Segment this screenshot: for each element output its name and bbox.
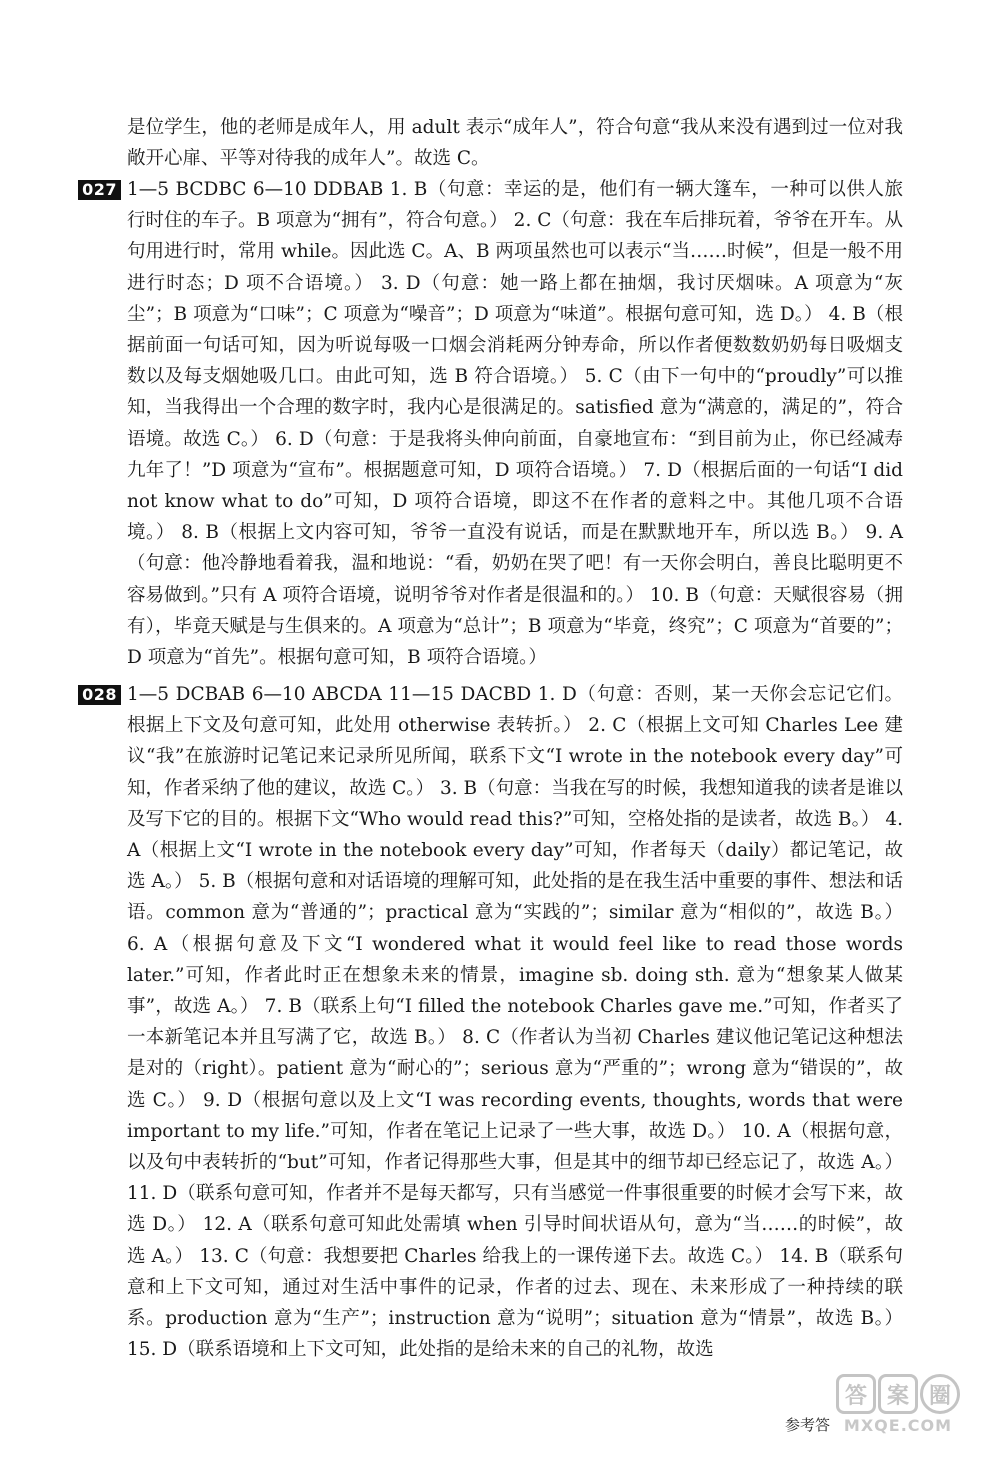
footer-label: 参考答 bbox=[784, 1416, 830, 1434]
page-footer bbox=[785, 1374, 960, 1435]
section-answer-text: 1—5 BCDBC 6—10 DDBAB 1. B（句意：幸运的是，他们有一辆大篷车，一种可以供人旅行时住的车子。B 项意为“拥有”，符合句意。） 2. C（句意：我在车后排玩着，爷爷在开车。从句用进行时，常用 while。因此选 C。A、B 两项虽然也可以表示“当……时候”，但是一般不用进行时态；D 项不合语境。） 3. D（句意：她一路上都在抽烟，我讨厌烟味。A 项意为“灰尘”；B 项意为“口味”；C 项意为“噪音”；D 项意为“味道”。根据句意可知，选 D。） 4. B（根据前面一句话可知，因为听说每吸一口烟会消耗两分钟寿命，所以作者便数数奶奶每日吸烟支数以及每支烟她吸几口。由此可知，选 B 符合语境。） 5. C（由下一句中的“proudly”可以推知，当我得出一个合理的数字时，我内心是很满足的。satisfied 意为“满意的，满足的”，符合语境。故选 C。） 6. D（句意：于是我将头伸向前面，自豪地宣布：“到目前为止，你已经减寿九年了！”D 项意为“宣布”。根据题意可知，D 项符合语境。） 7. D（根据后面的一句话“I did not know what to do”可知，D 项符合语境，即这不在作者的意料之中。其他几项不合语境。） 8. B（根据上文内容可知，爷爷一直没有说话，而是在默默地开车，所以选 B。） 9. A（句意：他冷静地看着我，温和地说：“看，奶奶在哭了吧！有一天你会明白，善良比聪明更不容易做到。”只有 A 项符合语境，说明爷爷对作者是很温和的。） 10. B（句意：天赋很容易（拥有），毕竟天赋是与生俱来的。A 项意为“总计”；B 项意为“毕竟，终究”；C 项意为“首要的”；D 项意为“首先”。根据句意可知，B 项符合语境。） bbox=[127, 179, 903, 669]
answer-section-027 bbox=[82, 174, 903, 673]
watermark-domain: MXQE.COM bbox=[843, 1416, 953, 1435]
section-tag bbox=[3, 684, 121, 706]
watermark-char: 案 bbox=[878, 1374, 918, 1414]
watermark-logo bbox=[836, 1374, 960, 1435]
intro-paragraph: 是位学生，他的老师是成年人，用 adult 表示“成年人”，符合句意“我从来没有遇到过一位对我敞开心扉、平等对待我的成年人”。故选 C。 bbox=[127, 117, 903, 170]
section-number-badge: 028 bbox=[78, 685, 121, 705]
watermark-char: 圈 bbox=[920, 1374, 960, 1414]
watermark-char: 答 bbox=[836, 1374, 876, 1414]
section-tag bbox=[3, 179, 121, 201]
section-answer-text: 1—5 DCBAB 6—10 ABCDA 11—15 DACBD 1. D（句意：否则，某一天你会忘记它们。根据上下文及句意可知，此处用 otherwise 表转折。） 2. C（根据上文可知 Charles Lee 建议“我”在旅游时记笔记来记录所见所闻，联系下文“I wrote in the notebook every day”可知，作者采纳了他的建议，故选 C。） 3. B（句意：当我在写的时候，我想知道我的读者是谁以及写下它的目的。根据下文“Who would read this?”可知，空格处指的是读者，故选 B。） 4. A（根据上文“I wrote in the notebook every day”可知，作者每天（daily）都记笔记，故选 A。） 5. B（根据句意和对话语境的理解可知，此处指的是在我生活中重要的事件、想法和话语。common 意为“普通的”；practical 意为“实践的”；similar 意为“相似的”，故选 B。） 6. A（根据句意及下文“I wondered what it would feel like to read those words later.”可知，作者此时正在想象未来的情景，imagine sb. doing sth. 意为“想象某人做某事”，故选 A。） 7. B（联系上句“I filled the notebook Charles gave me.”可知，作者买了一本新笔记本并且写满了它，故选 B。） 8. C（作者认为当初 Charles 建议他记笔记这种想法是对的（right）。patient 意为“耐心的”；serious 意为“严重的”；wrong 意为“错误的”，故选 C。） 9. D（根据句意以及上文“I was recording events, thoughts, words that were important to my life.”可知，作者在笔记上记录了一些大事，故选 D。） 10. A（根据句意，以及句中表转折的“but”可知，作者记得那些大事，但是其中的细节却已经忘记了，故选 A。） 11. D（联系句意可知，作者并不是每天都写，只有当感觉一件事很重要的时候才会写下来，故选 D。） 12. A（联系句意可知此处需填 when 引导时间状语从句，意为“当……的时候”，故选 A。） 13. C（句意：我想要把 Charles 给我上的一课传递下去。故选 C。） 14. B（联系句意和上下文可知，通过对生活中事件的记录，作者的过去、现在、未来形成了一种持续的联系。production 意为“生产”；instruction 意为“说明”；situation 意为“情景”，故选 B。） 15. D（联系语境和上下文可知，此处指的是给未来的自己的礼物，故选 bbox=[127, 684, 903, 1361]
answer-section-028 bbox=[82, 679, 903, 1365]
section-number-badge: 027 bbox=[78, 180, 121, 200]
